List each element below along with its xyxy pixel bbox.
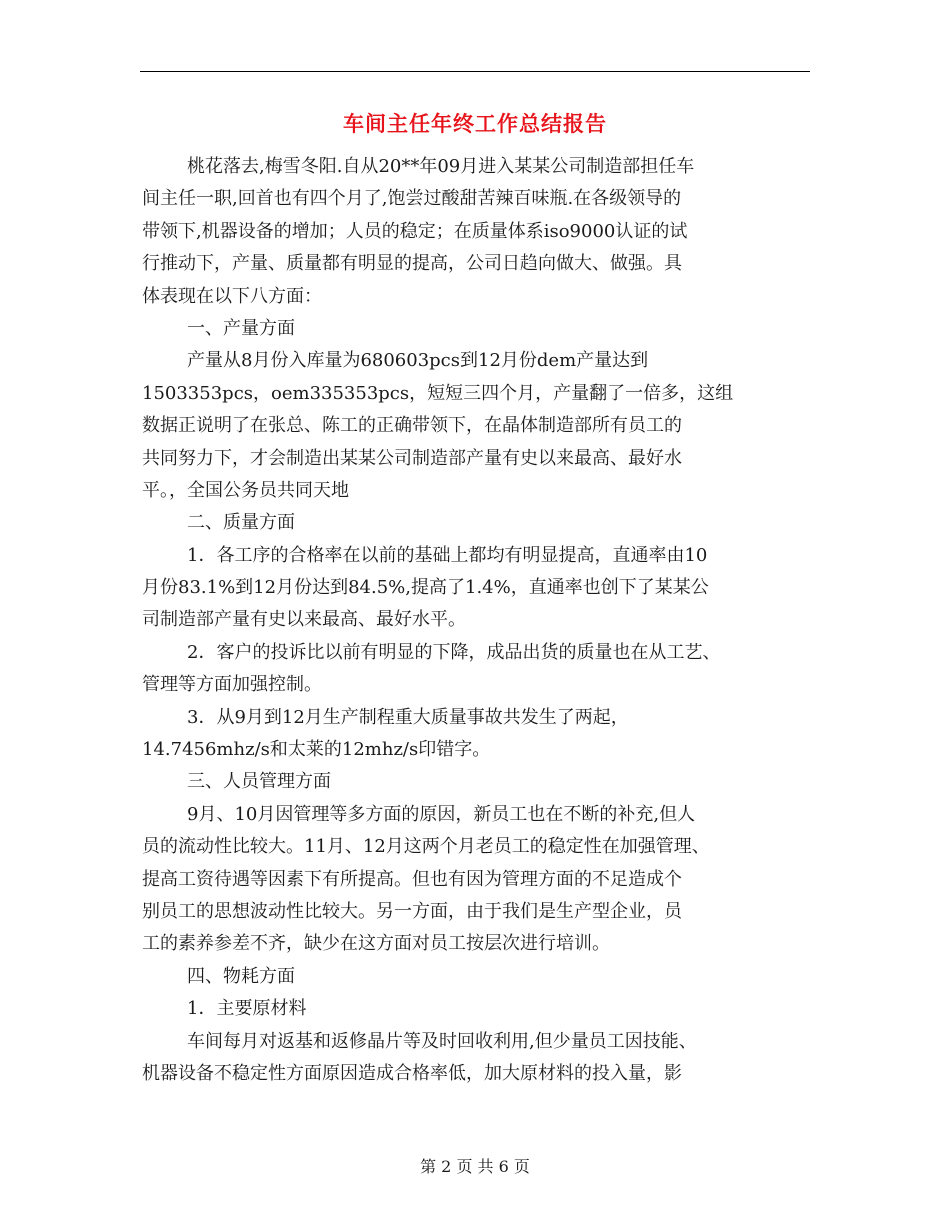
body-line: 一、产量方面 [187,317,295,339]
body-line: 行推动下，产量、质量都有明显的提高，公司日趋向做大、做强。具 [142,253,682,275]
body-line: 1．主要原材料 [187,998,307,1020]
body-line: 9月、10月因管理等多方面的原因，新员工也在不断的补充,但人 [187,803,696,825]
body-line: 体表现在以下八方面： [142,285,322,307]
body-line: 三、人员管理方面 [187,771,331,793]
body-line: 1503353pcs，oem335353pcs，短短三四个月，产量翻了一倍多，这组 [142,382,734,404]
body-line: 2．客户的投诉比以前有明显的下降，成品出货的质量也在从工艺、 [187,641,721,663]
body-line: 提高工资待遇等因素下有所提高。但也有因为管理方面的不足造成个 [142,868,682,890]
body-line: 别员工的思想波动性比较大。另一方面，由于我们是生产型企业，员 [142,900,682,922]
body-line: 车间每月对返基和返修晶片等及时回收利用,但少量员工因技能、 [187,1030,697,1052]
header-rule [140,71,810,72]
body-line: 共同努力下，才会制造出某某公司制造部产量有史以来最高、最好水 [142,447,682,469]
body-line: 数据正说明了在张总、陈工的正确带领下，在晶体制造部所有员工的 [142,415,682,437]
body-line: 1．各工序的合格率在以前的基础上都均有明显提高，直通率由10 [187,544,708,566]
body-line: 管理等方面加强控制。 [142,674,322,696]
body-line: 3．从9月到12月生产制程重大质量事故共发生了两起， [187,706,629,728]
body-line: 司制造部产量有史以来最高、最好水平。 [142,609,466,631]
body-line: 月份83.1%到12月份达到84.5%,提高了1.4%，直通率也创下了某某公 [142,577,709,599]
body-line: 间主任一职,回首也有四个月了,饱尝过酸甜苦辣百味瓶.在各级领导的 [142,188,682,210]
body-line: 员的流动性比较大。11月、12月这两个月老员工的稳定性在加强管理、 [142,836,710,858]
body-line: 平。，全国公务员共同天地 [142,479,349,501]
body-line: 带领下,机器设备的增加；人员的稳定；在质量体系iso9000认证的试 [142,220,688,242]
document-body [142,151,810,1090]
body-line: 产量从8月份入库量为680603pcs到12月份dem产量达到 [187,350,649,372]
body-line: 14.7456mhz/s和太莱的12mhz/s印错字。 [142,739,491,761]
page-number-footer: 第 2 页 共 6 页 [420,1157,530,1176]
body-line: 桃花落去,梅雪冬阳.自从20**年09月进入某某公司制造部担任车 [187,156,695,177]
document-title: 车间主任年终工作总结报告 [343,111,607,136]
body-line: 机器设备不稳定性方面原因造成合格率低，加大原材料的投入量，影 [142,1062,682,1084]
body-line: 四、物耗方面 [187,965,295,987]
body-line: 工的素养参差不齐，缺少在这方面对员工按层次进行培训。 [142,933,610,955]
body-line: 二、质量方面 [187,512,295,534]
